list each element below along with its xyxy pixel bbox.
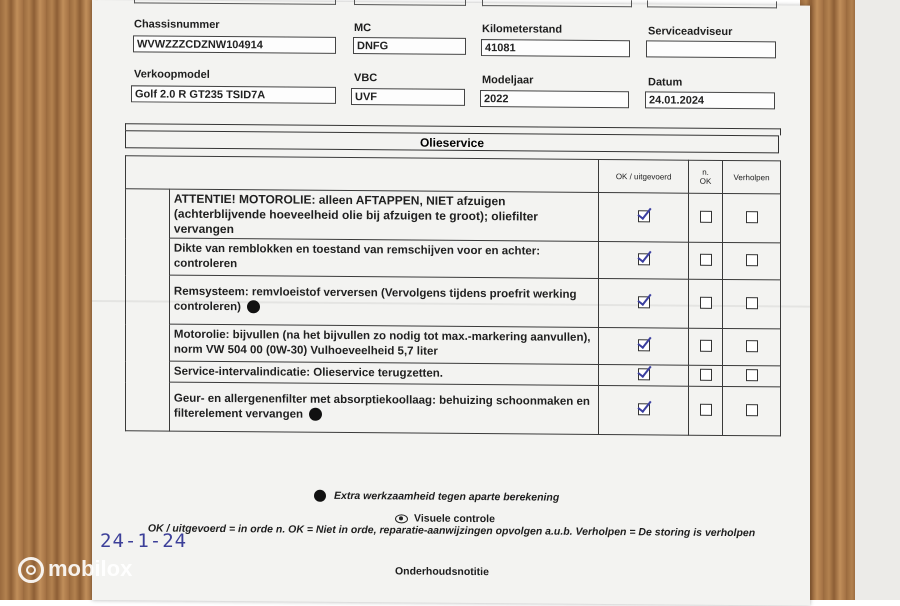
field-value-mc: DNFG — [353, 37, 466, 55]
eye-icon — [395, 514, 408, 523]
table-row — [126, 324, 781, 366]
row-indent-cell — [126, 238, 170, 275]
fixed-cell — [723, 193, 781, 242]
column-header-not-ok-line2: OK — [699, 176, 712, 186]
notes-title: Onderhoudsnotitie — [395, 565, 489, 579]
fixed-checkbox[interactable] — [746, 297, 758, 309]
black-dot-icon — [314, 490, 326, 502]
field-label-vbc: VBC — [354, 72, 378, 85]
column-header-not-ok-line1: n. — [702, 167, 709, 177]
row-indent-cell — [126, 275, 170, 324]
fixed-checkbox[interactable] — [746, 340, 758, 352]
fixed-checkbox[interactable] — [746, 254, 758, 266]
task-description: Remsysteem: remvloeistof verversen (Vervolgens tijdens proefrit werking controleren) — [173, 285, 577, 314]
not-ok-checkbox[interactable] — [700, 296, 712, 308]
not-ok-cell — [689, 193, 723, 242]
black-dot-icon — [309, 408, 322, 421]
row-indent-cell — [126, 189, 170, 238]
top-field-stub — [647, 0, 777, 8]
field-label-modeljaar: Modeljaar — [482, 74, 534, 87]
table-header-row — [126, 156, 781, 194]
ok-cell — [599, 192, 689, 242]
top-field-stub — [134, 0, 336, 5]
header-blank-cell — [126, 156, 599, 193]
task-description: Geur- en allergenenfilter met absorptiekoollaag: behuizing schoonmaken en filterelement vervangen — [173, 392, 590, 421]
row-indent-cell — [126, 382, 170, 431]
black-dot-icon — [247, 301, 260, 314]
fixed-cell — [723, 328, 781, 365]
not-ok-checkbox[interactable] — [700, 210, 712, 222]
ok-checkbox[interactable] — [638, 253, 650, 265]
not-ok-checkbox[interactable] — [700, 403, 712, 415]
field-value-kilometerstand: 41081 — [481, 39, 630, 57]
not-ok-checkbox[interactable] — [700, 339, 712, 351]
not-ok-checkbox[interactable] — [700, 253, 712, 265]
task-description: ATTENTIE! MOTOROLIE: alleen AFTAPPEN, NIET afzuigen (achterblijvende hoeveelheid olie bij afzuigen te groot); oliefilter vervangen — [169, 189, 598, 241]
background-paper-sheet — [855, 0, 900, 600]
table-row — [126, 189, 781, 243]
ok-cell — [599, 327, 689, 365]
fixed-cell — [723, 279, 781, 328]
column-header-ok: OK / uitgevoerd — [599, 159, 689, 193]
fixed-cell — [723, 365, 781, 386]
section-title-olieservice: Olieservice — [125, 130, 779, 153]
field-label-serviceadviseur: Serviceadviseur — [648, 25, 733, 39]
not-ok-cell — [689, 242, 723, 279]
field-value-modeljaar: 2022 — [480, 90, 629, 108]
top-field-stub — [482, 0, 632, 7]
not-ok-cell — [689, 328, 723, 365]
field-value-vbc: UVF — [351, 88, 465, 106]
ok-checkbox[interactable] — [638, 296, 650, 308]
not-ok-checkbox[interactable] — [700, 368, 712, 380]
ok-cell — [599, 241, 689, 279]
task-description: Service-intervalindicatie: Olieservice terugzetten. — [169, 361, 598, 385]
task-description: Motorolie: bijvullen (na het bijvullen zo nodig tot max.-markering aanvullen), norm VW 504 00 (0W-30) Vulhoeveelheid 5,7 liter — [169, 324, 598, 364]
legend-explanation: OK / uitgevoerd = in orde n. OK = Niet in orde, reparatie-aanwijzingen opvolgen a.u.b. Verholpen = De storing is verholpen — [147, 522, 756, 540]
fixed-cell — [723, 386, 781, 435]
legend-visual-check — [395, 512, 495, 525]
table-row — [126, 382, 781, 436]
row-indent-cell — [126, 361, 170, 382]
ok-cell — [599, 364, 689, 386]
field-label-chassisnummer: Chassisnummer — [134, 18, 220, 32]
not-ok-cell — [689, 386, 723, 435]
task-description: Dikte van remblokken en toestand van remschijven voor en achter: controleren — [169, 238, 598, 278]
legend-extra-text: Extra werkzaamheid tegen aparte berekening — [334, 489, 560, 504]
wooden-table-left — [0, 0, 98, 600]
task-description-with-extra — [169, 275, 598, 327]
field-label-mc: MC — [354, 22, 372, 35]
column-header-not-ok — [689, 160, 723, 193]
not-ok-cell — [689, 365, 723, 386]
ok-checkbox[interactable] — [638, 339, 650, 351]
service-form-sheet — [92, 0, 810, 606]
service-task-table — [125, 155, 781, 436]
fixed-checkbox[interactable] — [746, 404, 758, 416]
ok-checkbox[interactable] — [638, 210, 650, 222]
ok-cell — [599, 278, 689, 328]
table-row — [126, 238, 781, 280]
field-label-datum: Datum — [648, 76, 683, 89]
column-header-verholpen: Verholpen — [723, 160, 781, 193]
fixed-cell — [723, 242, 781, 279]
ok-checkbox[interactable] — [638, 403, 650, 415]
field-value-serviceadviseur — [646, 40, 776, 58]
fixed-checkbox[interactable] — [746, 369, 758, 381]
task-description-with-extra — [169, 382, 598, 434]
fixed-checkbox[interactable] — [746, 211, 758, 223]
field-label-verkoopmodel: Verkoopmodel — [134, 68, 210, 81]
field-value-verkoopmodel: Golf 2.0 R GT235 TSID7A — [131, 85, 336, 104]
ok-checkbox[interactable] — [638, 368, 650, 380]
field-value-chassisnummer: WVWZZZCDZNW104914 — [133, 35, 336, 54]
table-row — [126, 275, 781, 329]
ok-cell — [599, 385, 689, 435]
watermark-text: mobilox — [48, 556, 133, 581]
field-value-datum: 24.01.2024 — [645, 91, 775, 109]
legend-extra-work — [314, 490, 559, 504]
top-field-stub — [354, 0, 466, 6]
legend-visual-text: Visuele controle — [414, 512, 495, 526]
row-indent-cell — [126, 324, 170, 361]
mobilox-logo-icon — [18, 557, 44, 583]
handwritten-date: 24-1-24 — [100, 530, 188, 552]
field-label-kilometerstand: Kilometerstand — [482, 23, 563, 36]
not-ok-cell — [689, 279, 723, 328]
mobilox-watermark — [18, 556, 132, 583]
